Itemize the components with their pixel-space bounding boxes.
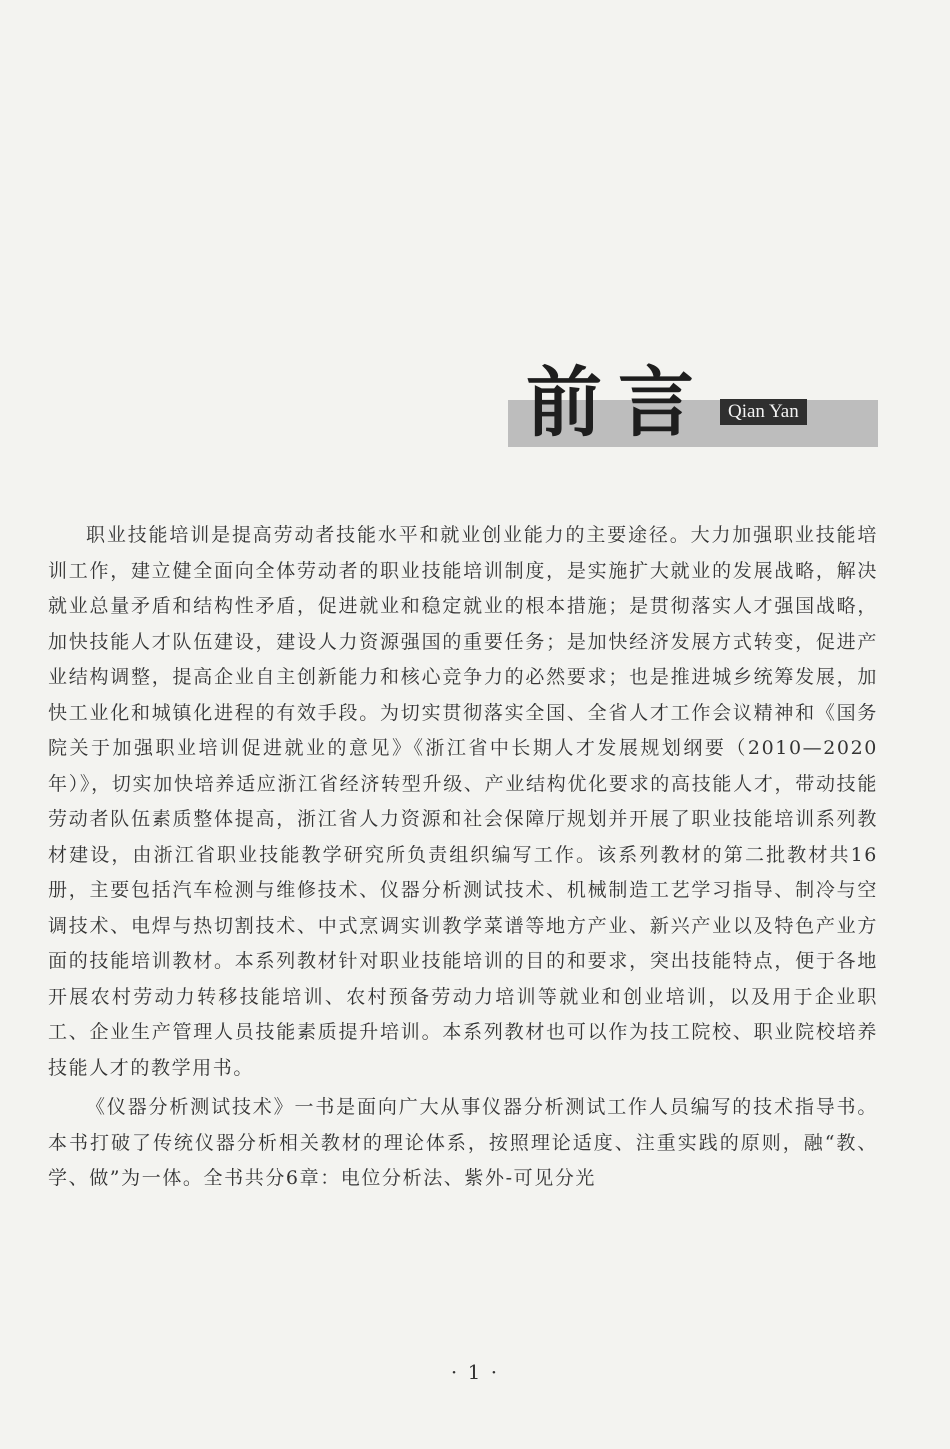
heading-pinyin-label: Qian Yan xyxy=(720,399,807,425)
chapter-heading xyxy=(508,352,878,448)
paragraph-2: 《仪器分析测试技术》一书是面向广大从事仪器分析测试工作人员编写的技术指导书。本书打破了传统仪器分析相关教材的理论体系，按照理论适度、注重实践的原则，融“教、学、做”为一体。全书共分6章：电位分析法、紫外-可见分光 xyxy=(48,1096,878,1189)
page-number: · 1 · xyxy=(450,1360,500,1384)
paragraph-1: 职业技能培训是提高劳动者技能水平和就业创业能力的主要途径。大力加强职业技能培训工作，建立健全面向全体劳动者的职业技能培训制度，是实施扩大就业的发展战略，解决就业总量矛盾和结构性矛盾，促进就业和稳定就业的根本措施；是贯彻落实人才强国战略，加快技能人才队伍建设，建设人力资源强国的重要任务；是加快经济发展方式转变，促进产业结构调整，提高企业自主创新能力和核心竞争力的必然要求；也是推进城乡统筹发展，加快工业化和城镇化进程的有效手段。为切实贯彻落实全国、全省人才工作会议精神和《国务院关于加强职业培训促进就业的意见》《浙江省中长期人才发展规划纲要（2010—2020年）》，切实加快培养适应浙江省经济转型升级、产业结构优化要求的高技能人才，带动技能劳动者队伍素质整体提高，浙江省人力资源和社会保障厅规划并开展了职业技能培训系列教材建设，由浙江省职业技能教学研究所负责组织编写工作。该系列教材的第二批教材共16册，主要包括汽车检测与维修技术、仪器分析测试技术、机械制造工艺学习指导、制冷与空调技术、电焊与热切割技术、中式烹调实训教学菜谱等地方产业、新兴产业以及特色产业方面的技能培训教材。本系列教材针对职业技能培训的目的和要求，突出技能特点，便于各地开展农村劳动力转移技能培训、农村预备劳动力培训等就业和创业培训，以及用于企业职工、企业生产管理人员技能素质提升培训。本系列教材也可以作为技工院校、职业院校培养技能人才的教学用书。 xyxy=(48,524,878,1079)
body-text xyxy=(48,518,878,1201)
heading-title: 前言 xyxy=(526,358,710,447)
